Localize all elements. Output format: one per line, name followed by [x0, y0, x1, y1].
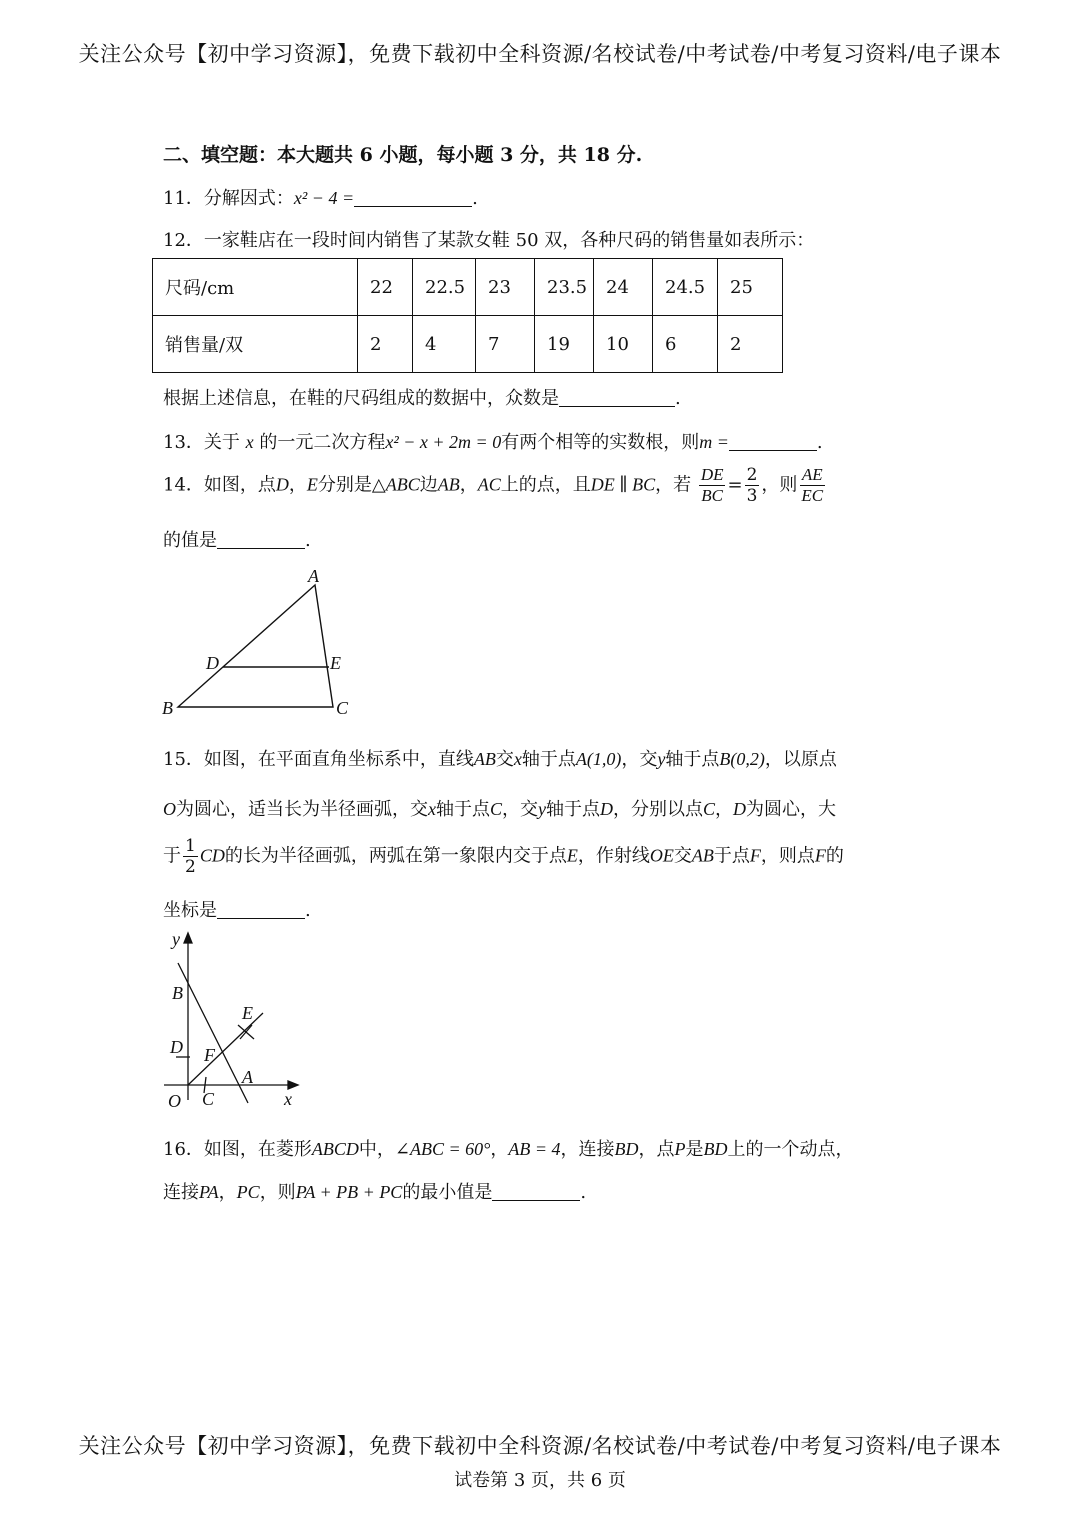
question-15-line2 — [163, 795, 836, 821]
q16-text-7: 上的一个动点， — [727, 1139, 854, 1160]
q14-p2: 分别是△ — [317, 474, 386, 496]
q13-p2: 的一元二次方程 — [259, 432, 386, 453]
q14-p3: 边 — [419, 474, 438, 496]
table-cell: 2 — [718, 316, 783, 373]
label-B: B — [172, 983, 183, 1003]
q16-end: . — [580, 1182, 587, 1203]
footer-banner: 关注公众号【初中学习资源】，免费下载初中全科资源/名校试卷/中考试卷/中考复习资料/电子课本 — [78, 1434, 1002, 1458]
q15-text-3b: 的长为半径画弧，两弧在第一象限内交于点 — [224, 845, 567, 867]
q16-BD: BD — [614, 1139, 639, 1159]
q15-end: . — [305, 900, 311, 921]
question-16-line2 — [163, 1178, 586, 1204]
table-cell: 24.5 — [653, 259, 718, 316]
question-12-question — [163, 384, 681, 410]
triangle-abc — [178, 585, 333, 707]
q14-fraction-de-bc: $\frac{DE}{BC}$ — [700, 465, 724, 505]
q15-text-a: 15．如图，在平面直角坐标系中，直线 — [163, 749, 474, 770]
label-x: x — [284, 1089, 292, 1109]
q15-text-2f: ， — [715, 799, 734, 820]
q15-y2: y — [538, 799, 547, 819]
label-E: E — [242, 1003, 253, 1023]
table-cell: 23.5 — [535, 259, 594, 316]
q11-answer-blank[interactable] — [354, 188, 472, 207]
q15-text-2g: 为圆心，大 — [746, 799, 837, 820]
q15-text-f: ，以原点 — [764, 749, 837, 770]
q11-prefix: 11．分解因式： — [163, 188, 294, 209]
q15-text-d: ，交 — [621, 749, 658, 770]
q15-C2: C — [703, 799, 716, 819]
label-F: F — [204, 1045, 215, 1065]
triangle-figure — [150, 560, 370, 730]
q16-text-2b: ， — [218, 1182, 237, 1203]
q13-var: x — [245, 432, 254, 452]
q15-text-3e: 于点 — [713, 845, 750, 867]
label-y: y — [172, 929, 180, 949]
q14-line2-text: 的值是 — [163, 530, 217, 551]
q14-equals: = — [727, 474, 743, 496]
table-cell: 7 — [476, 316, 535, 373]
q16-ABCD: ABCD — [311, 1139, 359, 1159]
q15-text-b: 交 — [495, 749, 514, 770]
label-O: O — [168, 1091, 181, 1111]
question-13 — [163, 428, 823, 454]
q14-E: E — [306, 474, 318, 495]
q15-answer-blank[interactable] — [217, 900, 305, 919]
q16-text-2c: ，则 — [259, 1182, 296, 1203]
label-A: A — [308, 566, 319, 586]
q11-expression: x² − 4 = — [293, 188, 355, 208]
q15-E: E — [566, 845, 578, 866]
section-title: 二、填空题：本大题共 6 小题，每小题 3 分，共 18 分. — [163, 144, 643, 166]
table-cell: 24 — [594, 259, 653, 316]
q15-text-3c: ，作射线 — [577, 845, 650, 867]
q16-BD2: BD — [703, 1139, 728, 1159]
q16-text-6: 是 — [685, 1139, 704, 1160]
q13-answer-blank[interactable] — [729, 432, 817, 451]
page-number: 试卷第 3 页，共 6 页 — [454, 1470, 626, 1491]
label-C: C — [202, 1089, 215, 1109]
table-cell: 22 — [358, 259, 413, 316]
question-15-line3 — [163, 836, 844, 877]
q16-text-2a: 连接 — [163, 1182, 199, 1203]
q16-PC: PC — [236, 1182, 260, 1202]
q15-text-2e: ，分别以点 — [613, 799, 704, 820]
x-axis-arrow — [288, 1081, 298, 1089]
q13-end: . — [816, 432, 823, 453]
table-row-sales — [153, 316, 783, 373]
q15-CD: CD — [199, 845, 225, 866]
table-row-size — [153, 259, 783, 316]
q14-AC: AC — [477, 474, 501, 495]
label-E: E — [330, 653, 341, 673]
q15-text-3g: 的 — [825, 845, 844, 867]
arc-cross-2 — [240, 1025, 252, 1039]
q14-p5: 上的点，且 — [500, 474, 591, 496]
table-header-size: 尺码/cm — [153, 259, 358, 316]
question-15-line4 — [163, 896, 311, 922]
q13-equation: x² − x + 2m = 0 — [385, 432, 502, 452]
label-B: B — [162, 698, 173, 718]
q15-fraction-half: $\frac{1}{2}$ — [185, 836, 196, 877]
table-cell: 19 — [535, 316, 594, 373]
question-11 — [163, 184, 478, 210]
q15-text-c: 轴于点 — [521, 749, 576, 770]
q15-text-2c: ，交 — [502, 799, 539, 820]
q16-sum: PA + PB + PC — [295, 1182, 403, 1202]
q15-text-2a: 为圆心，适当长为半径画弧，交 — [176, 799, 428, 820]
q16-PA: PA — [199, 1182, 219, 1202]
question-12-intro: 12．一家鞋店在一段时间内销售了某款女鞋 50 双，各种尺码的销售量如表所示： — [163, 230, 815, 251]
q11-end: . — [472, 188, 478, 209]
question-14 — [163, 465, 827, 506]
q14-answer-blank[interactable] — [217, 530, 305, 549]
q14-p7: ，则 — [761, 474, 798, 496]
q15-AB2: AB — [691, 845, 714, 866]
q15-x2: x — [428, 799, 436, 819]
q15-point-B: B(0,2) — [719, 749, 765, 769]
q14-D: D — [275, 474, 289, 495]
label-D: D — [170, 1037, 183, 1057]
q16-angle: ∠ABC = 60° — [394, 1139, 491, 1159]
q15-text-3d: 交 — [673, 845, 692, 867]
q12-end: . — [675, 388, 681, 409]
q16-text-4: ，连接 — [560, 1139, 615, 1160]
table-cell: 10 — [594, 316, 653, 373]
q15-x: x — [513, 749, 522, 769]
table-cell: 4 — [413, 316, 476, 373]
q16-answer-blank[interactable] — [492, 1182, 580, 1201]
question-15-line1 — [163, 745, 837, 771]
q14-fraction-ae-ec: $\frac{AE}{EC}$ — [801, 465, 824, 505]
q14-AB: AB — [437, 474, 460, 495]
q15-text-4: 坐标是 — [163, 900, 217, 921]
q14-p4: ， — [459, 474, 478, 496]
q15-F2: F — [814, 845, 826, 866]
label-D: D — [206, 653, 219, 673]
q15-C: C — [490, 799, 503, 819]
q14-comma: ， — [288, 474, 307, 496]
q15-text-2b: 轴于点 — [436, 799, 490, 820]
table-cell: 2 — [358, 316, 413, 373]
coordinate-figure — [160, 925, 310, 1115]
q15-text-3a: 于 — [163, 845, 181, 867]
q15-O: O — [163, 799, 176, 819]
y-axis-arrow — [184, 933, 192, 943]
q15-text-3f: ，则点 — [760, 845, 815, 867]
q15-D: D — [600, 799, 614, 819]
q16-AB: AB = 4 — [508, 1139, 561, 1159]
table-cell: 6 — [653, 316, 718, 373]
q16-text-2d: 的最小值是 — [402, 1182, 493, 1203]
q16-text-3: ， — [490, 1139, 509, 1160]
q16-P: P — [674, 1139, 686, 1159]
table-cell: 23 — [476, 259, 535, 316]
question-14-line2 — [163, 526, 311, 552]
shoe-size-table — [152, 258, 783, 373]
q12-answer-blank[interactable] — [559, 388, 675, 407]
q15-text-e: 轴于点 — [665, 749, 720, 770]
q13-p3: 有两个相等的实数根，则 — [501, 432, 700, 453]
q15-text-2d: 轴于点 — [546, 799, 601, 820]
table-cell: 22.5 — [413, 259, 476, 316]
q15-point-A: A(1,0) — [575, 749, 622, 769]
q14-p6: ，若 — [655, 474, 692, 496]
table-header-sales: 销售量/双 — [153, 316, 358, 373]
question-16-line1 — [163, 1135, 853, 1161]
q13-p1: 13．关于 — [163, 432, 240, 453]
q14-ABC: ABC — [385, 474, 420, 495]
q15-OE: OE — [649, 845, 674, 866]
q16-text-2: 中， — [358, 1139, 395, 1160]
q14-p1: 14．如图，点 — [163, 474, 276, 496]
q15-y: y — [657, 749, 666, 769]
header-banner: 关注公众号【初中学习资源】，免费下载初中全科资源/名校试卷/中考试卷/中考复习资料/电子课本 — [78, 42, 1002, 66]
label-A: A — [242, 1067, 253, 1087]
table-cell: 25 — [718, 259, 783, 316]
q14-end: . — [305, 530, 311, 551]
q12-question-text: 根据上述信息，在鞋的尺码组成的数据中，众数是 — [163, 388, 559, 409]
q15-F: F — [749, 845, 761, 866]
q16-text-5: ，点 — [638, 1139, 675, 1160]
q14-fraction-2-3: $\frac{2}{3}$ — [746, 465, 758, 506]
q16-text-1: 16．如图，在菱形 — [163, 1139, 312, 1160]
q14-parallel: DE ∥ BC — [590, 474, 656, 495]
label-C: C — [336, 698, 349, 718]
q15-D2: D — [733, 799, 747, 819]
q15-AB: AB — [473, 749, 496, 769]
q13-m: m = — [699, 432, 729, 452]
